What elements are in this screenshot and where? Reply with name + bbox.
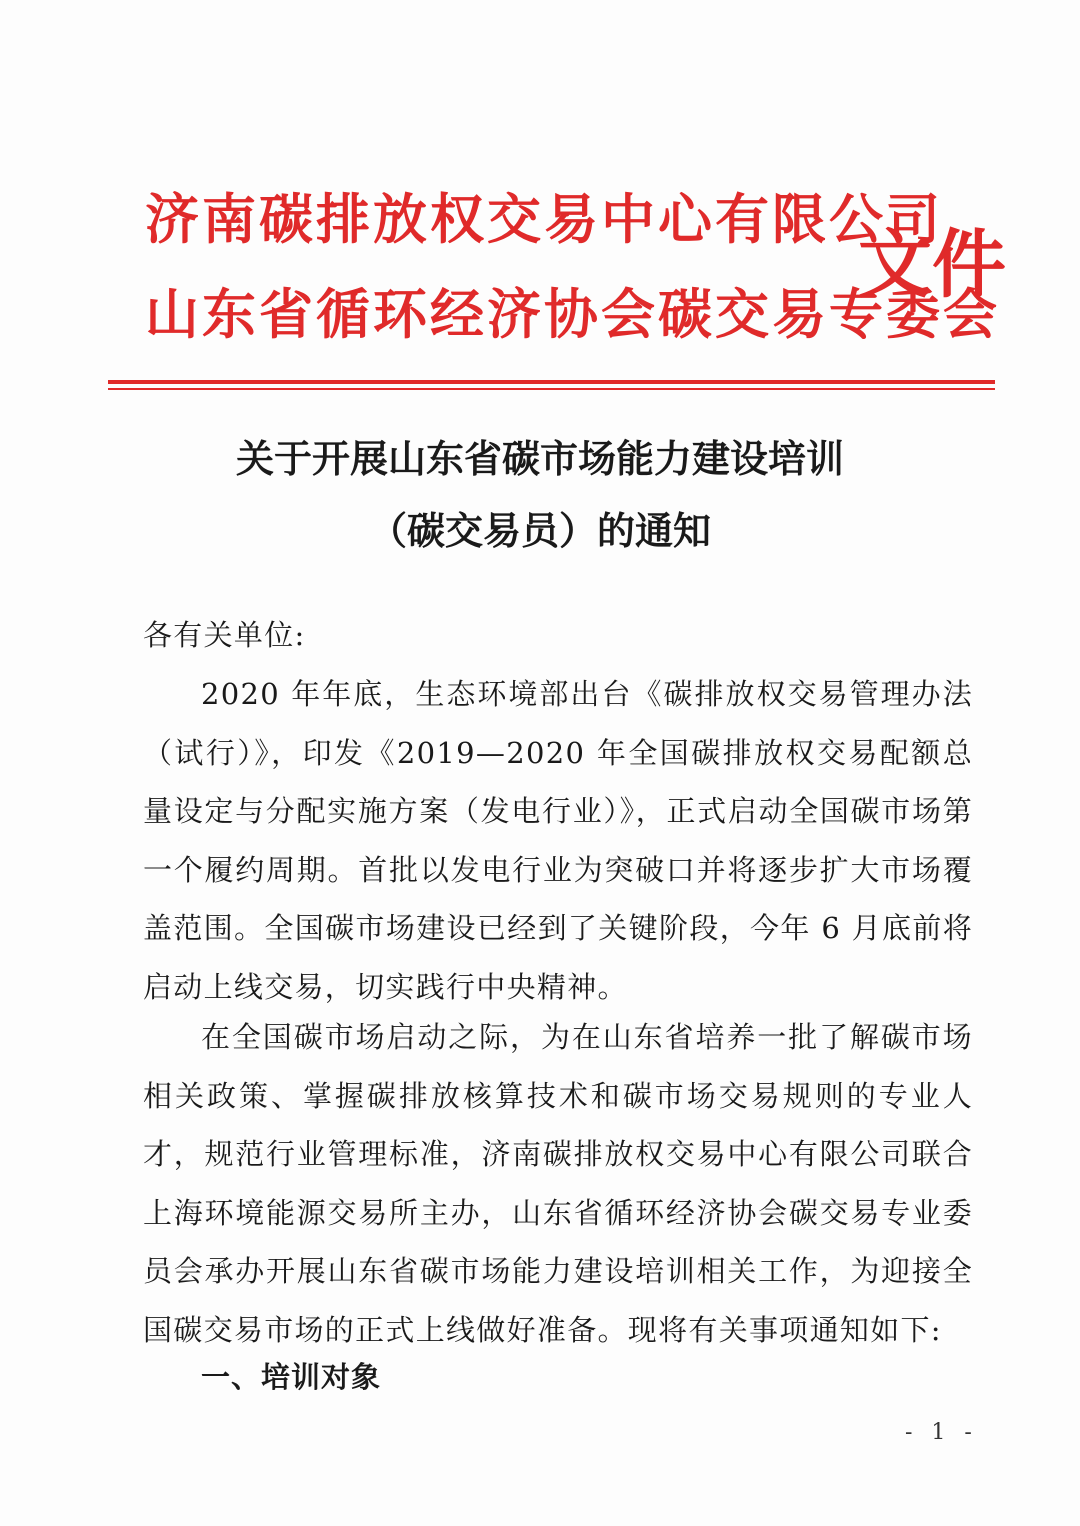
page-number: - 1 -: [905, 1420, 978, 1445]
header-divider-thick: [108, 380, 995, 384]
issuer-name-1: 济南碳排放权交易中心有限公司: [145, 188, 943, 251]
body-paragraph-2: 在全国碳市场启动之际，为在山东省培养一批了解碳市场相关政策、掌握碳排放核算技术和碳市场交易规则的专业人才，规范行业管理标准，济南碳排放权交易中心有限公司联合上海环境能源交易所主办，山东省循环经济协会碳交易专业委员会承办开展山东省碳市场能力建设培训相关工作，为迎接全国碳交易市场的正式上线做好准备。现将有关事项通知如下:: [143, 1020, 973, 1347]
salutation: 各有关单位:: [143, 618, 306, 652]
issuer-name-2: 山东省循环经济协会碳交易专委会: [145, 283, 1000, 346]
header-divider-thin: [108, 388, 995, 390]
body-paragraph-1: 2020 年年底，生态环境部出台《碳排放权交易管理办法（试行）》，印发《2019—2020 年全国碳排放权交易配额总量设定与分配实施方案（发电行业）》，正式启动全国碳市场第一个履约周期。首批以发电行业为突破口并将逐步扩大市场覆盖范围。全国碳市场建设已经到了关键阶段，今年 6 月底前将启动上线交易，切实践行中央精神。: [143, 677, 973, 1004]
notice-title-line-2: （碳交易员）的通知: [368, 508, 711, 553]
document-type-label: 文件: [858, 222, 1006, 308]
section-heading-training-target: 一、培训对象: [201, 1360, 382, 1394]
notice-title-line-1: 关于开展山东省碳市场能力建设培训: [235, 436, 844, 481]
